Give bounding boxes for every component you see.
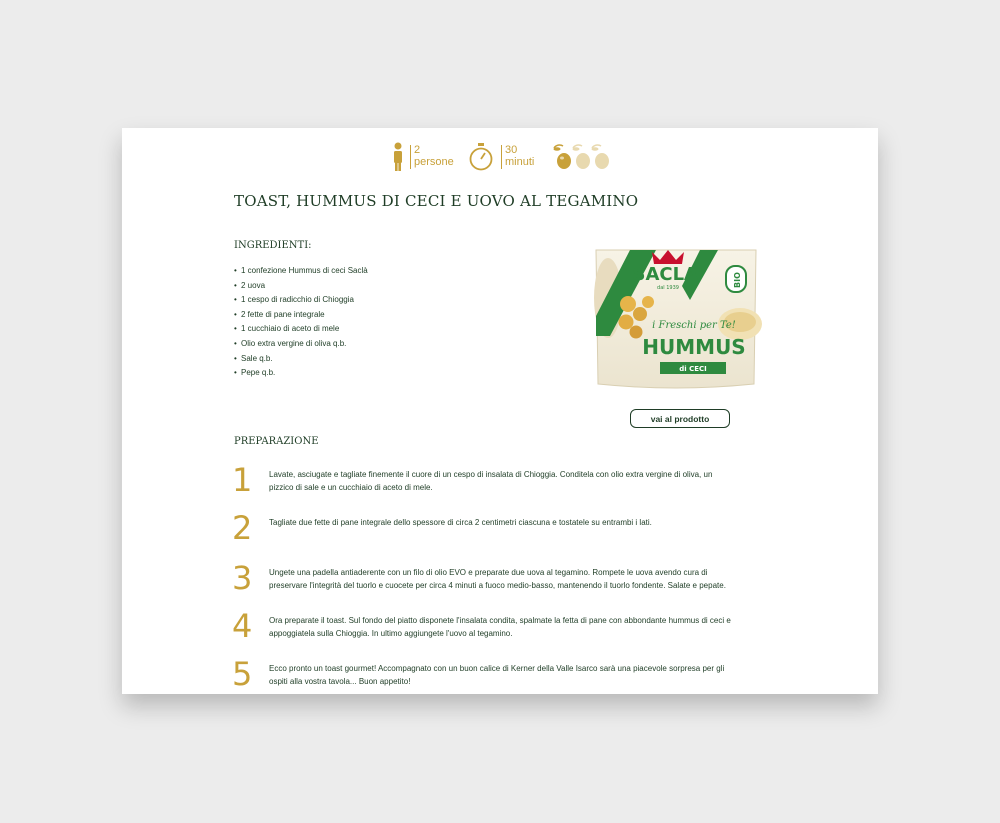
ingredient-text: 1 cespo di radicchio di Chioggia <box>241 295 354 305</box>
bullet-icon: • <box>234 338 237 348</box>
product-image <box>590 236 762 392</box>
recipe-title: TOAST, HUMMUS DI CECI E UOVO AL TEGAMINO <box>234 192 639 210</box>
meta-divider <box>410 145 411 169</box>
difficulty-info <box>552 142 612 172</box>
bullet-icon: • <box>234 266 237 275</box>
bullet-icon: • <box>234 295 237 305</box>
time-info <box>468 142 538 172</box>
step-text: Lavate, asciugate e tagliate finemente il cuore di un cespo di insalata di Chioggia. Conditela con olio extra vergine di oliva, un pizzico di sale e un cucchiaio di aceto di mele. <box>269 470 713 492</box>
olive-icon-inactive <box>592 145 610 169</box>
step-text: Ecco pronto un toast gourmet! Accompagnato con un buon calice di Kerner della Valle Isarco sarà una piacevole sorpresa per gli ospiti alla vostra tavola... Buon appetito! <box>269 664 725 686</box>
ingredient-item <box>234 352 368 367</box>
ingredient-text: 2 fette di pane integrale <box>241 309 325 319</box>
bullet-icon: • <box>234 353 237 363</box>
svg-text:dal 1939: dal 1939 <box>657 285 679 291</box>
svg-text:di CECI: di CECI <box>679 365 707 373</box>
brand-name-graphic: SACLA' <box>632 264 704 285</box>
hummus-package-illustration <box>590 236 762 392</box>
tagline-graphic: i Freschi per Te! <box>652 320 736 331</box>
persons-value: 2 <box>414 144 421 156</box>
ingredient-item <box>234 264 368 279</box>
ingredient-item <box>234 293 368 308</box>
person-icon <box>392 142 404 172</box>
preparation-step <box>232 655 732 694</box>
persons-text <box>414 144 454 168</box>
preparation-step <box>232 509 732 554</box>
ingredient-text: Pepe q.b. <box>241 368 276 378</box>
svg-text:BIO: BIO <box>733 272 742 288</box>
step-number: 2 <box>232 509 253 547</box>
step-number: 1 <box>232 461 253 499</box>
ingredient-item <box>234 337 368 352</box>
preparation-step <box>232 559 732 604</box>
step-number: 3 <box>232 559 253 597</box>
step-text: Tagliate due fette di pane integrale dello spessore di circa 2 centimetri ciascuna e tostatele su entrambi i lati. <box>269 518 652 527</box>
recipe-card <box>122 128 878 694</box>
bullet-icon: • <box>234 368 237 378</box>
bullet-icon: • <box>234 309 237 319</box>
preparation-step <box>232 461 732 506</box>
meta-divider <box>501 145 502 169</box>
step-text: Ungete una padella antiaderente con un filo di olio EVO e preparate due uova al tegamino. Rompete le uova avendo cura di preservare l'integrità del tuorlo e cuocete per circa 4 minuti a fuoco medio-basso, mantenendo il tuorlo fondente. Salate e pepate. <box>269 568 726 590</box>
time-label: minuti <box>505 156 535 168</box>
ingredient-item <box>234 322 368 337</box>
ingredient-text: 1 cucchiaio di aceto di mele <box>241 324 340 334</box>
product-name-graphic: HUMMUS <box>642 335 746 359</box>
ingredient-item <box>234 279 368 294</box>
olive-icon-active <box>554 145 572 169</box>
difficulty-olives-icon <box>552 142 610 172</box>
persons-label: persone <box>414 156 454 168</box>
bullet-icon: • <box>234 280 237 290</box>
step-number: 5 <box>232 655 253 693</box>
ingredient-text: 2 uova <box>241 280 266 290</box>
ingredient-item <box>234 366 368 381</box>
bullet-icon: • <box>234 324 237 334</box>
ingredient-text: 1 confezione Hummus di ceci Saclà <box>241 266 368 275</box>
time-value: 30 <box>505 144 518 156</box>
persons-info <box>392 142 462 172</box>
ingredient-text: Sale q.b. <box>241 353 273 363</box>
ingredient-item <box>234 308 368 323</box>
stopwatch-icon <box>468 142 494 172</box>
ingredient-text: Olio extra vergine di oliva q.b. <box>241 338 347 348</box>
recipe-meta <box>122 134 878 174</box>
ingredients-heading: INGREDIENTI: <box>234 240 312 251</box>
step-text: Ora preparate il toast. Sul fondo del piatto disponete l'insalata condita, spalmate la fetta di pane con abbondante hummus di ceci e appoggiatela sulla Chioggia. In ultimo aggiungete l'uovo al tegamino. <box>269 616 731 638</box>
product-link-button[interactable]: vai al prodotto <box>630 409 730 428</box>
ingredients-list <box>234 264 368 381</box>
olive-icon-inactive <box>573 145 591 169</box>
time-text <box>505 144 534 168</box>
preparation-heading: PREPARAZIONE <box>234 436 319 447</box>
step-number: 4 <box>232 607 253 645</box>
preparation-step <box>232 607 732 652</box>
